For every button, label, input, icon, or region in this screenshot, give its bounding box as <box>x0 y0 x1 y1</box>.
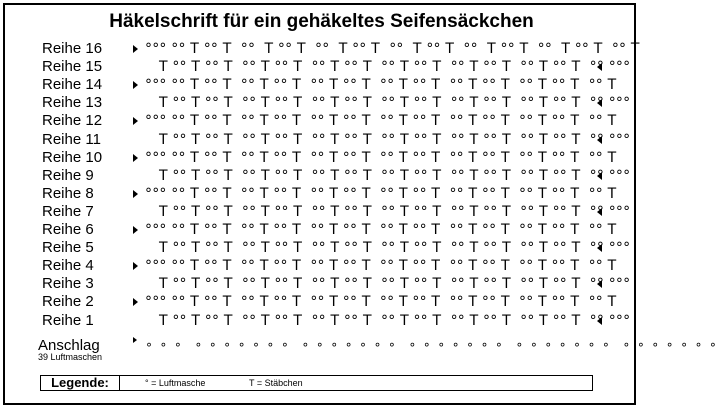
direction-right-arrow-icon <box>133 81 138 89</box>
anschlag-pattern: ° ° ° ° ° ° ° ° ° ° ° ° ° ° ° ° ° ° ° ° ° ° ° ° ° ° ° ° ° ° ° ° ° ° ° ° ° ° <box>146 341 718 355</box>
direction-right-arrow-icon <box>133 154 138 162</box>
row-label: Reihe 6 <box>42 221 94 238</box>
row-label: Reihe 1 <box>42 311 94 329</box>
direction-left-arrow-icon <box>597 244 602 252</box>
row-label: Reihe 4 <box>42 257 94 275</box>
row-stitch-pattern: T °° T °° T °° T °° T °° T °° T °° T °° T °° T °° T °° T °° T °° °°° <box>145 312 631 329</box>
legend-item-staebchen: T = Stäbchen <box>249 378 303 388</box>
direction-left-arrow-icon <box>597 317 602 325</box>
row-label: Reihe 14 <box>42 76 103 94</box>
anschlag-label: Anschlag <box>38 337 100 354</box>
row-stitch-pattern: °°° °° T °° T °° T °° T °° T °° T °° T °° T °° T °° T °° T °° T °° T <box>145 222 617 238</box>
direction-left-arrow-icon <box>597 172 602 180</box>
row-label: Reihe 9 <box>42 166 94 184</box>
row-label: Reihe 8 <box>42 184 94 202</box>
direction-left-arrow-icon <box>597 99 602 107</box>
legend-item-luftmasche: ° = Luftmasche <box>145 378 206 388</box>
row-label: Reihe 13 <box>42 94 103 112</box>
direction-right-arrow-icon <box>133 262 138 270</box>
direction-left-arrow-icon <box>597 136 602 144</box>
row-label: Reihe 11 <box>42 130 101 148</box>
legend-box <box>40 375 593 391</box>
row-label: Reihe 10 <box>42 148 103 166</box>
row-stitch-pattern: T °° T °° T °° T °° T °° T °° T °° T °° T °° T °° T °° T °° T °° °°° <box>145 276 631 293</box>
row-label: Reihe 16 <box>42 40 103 57</box>
row-label: Reihe 2 <box>42 293 94 311</box>
row-label: Reihe 12 <box>42 112 103 130</box>
row-label: Reihe 3 <box>42 275 94 293</box>
anschlag-arrow-icon <box>133 337 137 343</box>
row-stitch-pattern: °°° °° T °° T °° T °° T °° T °° T °° T °° T °° T °° T °° T °° T °° T <box>145 149 617 166</box>
legend-title: Legende: <box>41 376 120 390</box>
page-title: Häkelschrift für ein gehäkeltes Seifensäckchen <box>109 11 534 32</box>
row-stitch-pattern: °°° °° T °° T °° T °° T °° T °° T °° T °° T °° T °° T °° T °° T °° T <box>145 77 617 94</box>
row-stitch-pattern: T °° T °° T °° T °° T °° T °° T °° T °° T °° T °° T °° T °° T °° °°° <box>145 167 631 184</box>
direction-right-arrow-icon <box>133 190 138 198</box>
direction-left-arrow-icon <box>597 280 602 288</box>
row-stitch-pattern: T °° T °° T °° T °° T °° T °° T °° T °° T °° T °° T °° T °° T °° °°° <box>145 240 631 257</box>
row-label: Reihe 5 <box>42 239 94 257</box>
direction-right-arrow-icon <box>133 226 138 234</box>
direction-right-arrow-icon <box>133 45 138 53</box>
direction-right-arrow-icon <box>133 117 138 125</box>
row-stitch-pattern: °°° °° T °° T °° T °° T °° T °° T °° T °° T °° T °° T °° T °° T °° T <box>145 185 617 202</box>
direction-left-arrow-icon <box>597 63 602 71</box>
row-stitch-pattern: T °° T °° T °° T °° T °° T °° T °° T °° T °° T °° T °° T °° T °° °°° <box>145 59 631 76</box>
row-stitch-pattern: °°° °° T °° T °° T °° T °° T °° T °° T °° T °° T °° T °° T °° T °° T <box>145 41 640 57</box>
row-stitch-pattern: °°° °° T °° T °° T °° T °° T °° T °° T °° T °° T °° T °° T °° T °° T <box>145 258 617 275</box>
row-label: Reihe 7 <box>42 202 94 220</box>
row-stitch-pattern: T °° T °° T °° T °° T °° T °° T °° T °° T °° T °° T °° T °° T °° °°° <box>145 95 631 112</box>
row-label: Reihe 15 <box>42 58 103 76</box>
row-stitch-pattern: T °° T °° T °° T °° T °° T °° T °° T °° T °° T °° T °° T °° T °° °°° <box>145 131 631 148</box>
anschlag-sublabel: 39 Luftmaschen <box>38 352 103 362</box>
row-stitch-pattern: °°° °° T °° T °° T °° T °° T °° T °° T °° T °° T °° T °° T °° T °° T <box>145 113 617 130</box>
row-stitch-pattern: °°° °° T °° T °° T °° T °° T °° T °° T °° T °° T °° T °° T °° T °° T <box>145 294 617 311</box>
direction-left-arrow-icon <box>597 208 602 216</box>
row-stitch-pattern: T °° T °° T °° T °° T °° T °° T °° T °° T °° T °° T °° T °° T °° °°° <box>145 203 631 220</box>
direction-right-arrow-icon <box>133 298 138 306</box>
